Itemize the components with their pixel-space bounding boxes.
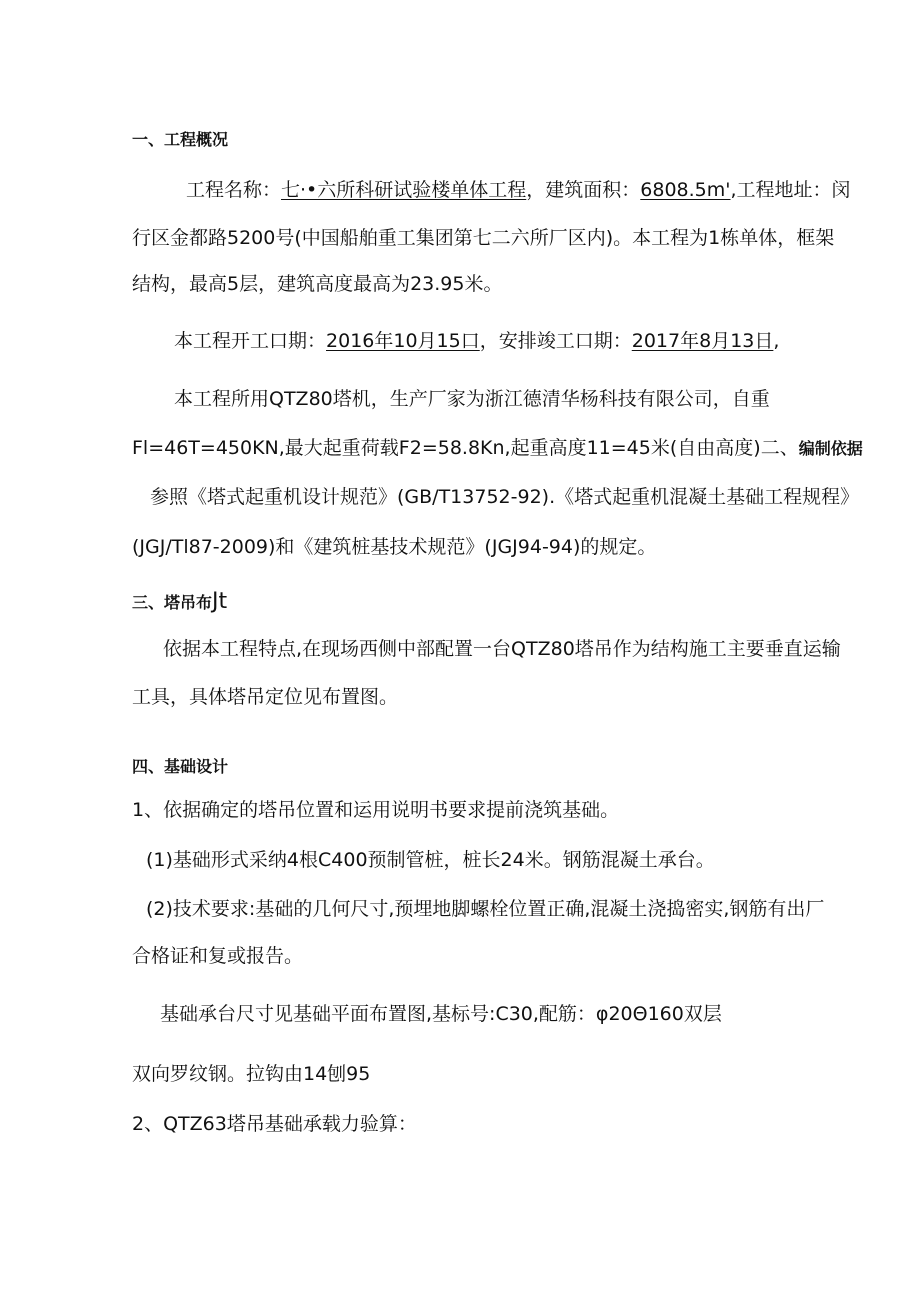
- section-heading-layout-suffix: Jt: [212, 589, 228, 614]
- label-address: ,工程地址：闵: [730, 179, 851, 201]
- list-item: (1)基础形式采纳4根C400预制管桩，桩长24米。钢筋混凝土承台。: [146, 849, 715, 871]
- list-item: 2、QTZ63塔吊基础承载力验算：: [132, 1113, 417, 1135]
- area-value: 6808.5m': [640, 179, 731, 201]
- paragraph-line: 双向罗纹钢。拉钩由14刨95: [132, 1063, 371, 1085]
- start-date-value: 2016年10月15口: [326, 330, 480, 352]
- paragraph-line: 依据本工程特点,在现场西侧中部配置一台QTZ80塔吊作为结构施工主要垂直运输: [163, 638, 841, 660]
- paragraph-line: [132, 435, 863, 462]
- list-item-continuation: 合格证和复或报告。: [132, 945, 304, 967]
- paragraph-line: [186, 177, 851, 203]
- paragraph-line: (JGJ/Tl87-2009)和《建筑桩基技术规范》(JGJ94-94)的规定。: [132, 536, 657, 558]
- list-item: 1、依据确定的塔吊位置和运用说明书要求提前浇筑基础。: [132, 799, 620, 821]
- schedule-line: [174, 328, 779, 354]
- paragraph-line: 参照《塔式起重机设计规范》(GB/T13752-92).《塔式起重机混凝土基础工程规程》: [150, 486, 860, 508]
- paragraph-line: 结构，最高5层，建筑高度最高为23.95米。: [132, 273, 503, 295]
- end-date-value: 2017年8月13日: [631, 330, 774, 352]
- section-heading-foundation: 四、基础设计: [132, 757, 229, 776]
- list-item: (2)技术要求:基础的几何尺寸,预埋地脚螺栓位置正确,混凝土浇捣密实,钢筋有出厂: [146, 898, 825, 920]
- section-heading-layout-text: 三、塔吊布: [132, 593, 213, 612]
- crane-spec-text: Fl=46T=450KN,最大起重荷载F2=58.8Kn,起重高度11=45米(自由高度)二、: [132, 437, 799, 459]
- label-project-name: 工程名称：: [186, 179, 282, 201]
- paragraph-line: 行区金都路5200号(中国船舶重工集团第七二六所厂区内)。本工程为1栋单体，框架: [132, 227, 835, 249]
- section-heading-basis: 编制依据: [798, 439, 863, 458]
- section-heading-layout: [132, 589, 227, 616]
- trailing-comma: ,: [773, 330, 780, 352]
- label-area: ，建筑面积：: [526, 179, 641, 201]
- paragraph-line: 工具，具体塔吊定位见布置图。: [132, 686, 399, 708]
- section-heading-overview: 一、工程概况: [132, 130, 229, 149]
- project-name-value: 七·•六所科研试验楼单体工程: [281, 179, 527, 201]
- label-start: 本工程开工口期：: [174, 330, 327, 352]
- paragraph-line: 基础承台尺寸见基础平面布置图,基标号:C30,配筋：φ20Θ160双层: [160, 1003, 722, 1025]
- label-end: ，安排竣工口期：: [479, 330, 632, 352]
- paragraph-line: 本工程所用QTZ80塔机，生产厂家为浙江德清华杨科技有限公司，自重: [174, 388, 770, 410]
